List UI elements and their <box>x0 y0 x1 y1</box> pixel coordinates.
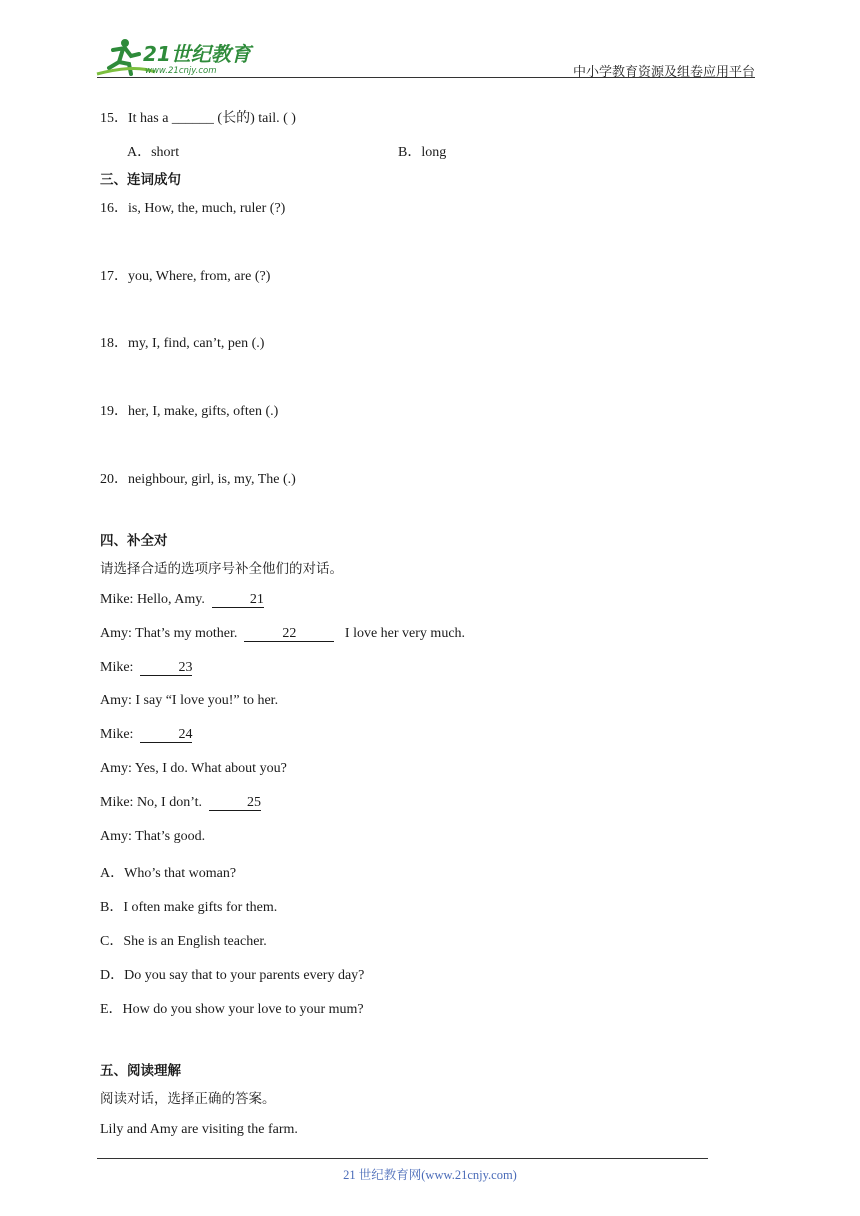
dialogue-text: Mike: <box>100 660 134 675</box>
section-4-title: 四、补全对 <box>100 533 168 549</box>
dialogue-line-6: Amy: Yes, I do. What about you? <box>100 761 287 776</box>
dialogue-line-4: Amy: I say “I love you!” to her. <box>100 693 279 708</box>
answer-option-d: D．Do you say that to your parents every day? <box>100 968 365 983</box>
answer-option-e: E．How do you show your love to your mum? <box>100 1002 364 1017</box>
dialogue-line-3 <box>100 660 192 676</box>
blank-25: 25 <box>209 796 261 811</box>
answer-option-a: A．Who’s that woman? <box>100 866 237 881</box>
blank-21: 21 <box>212 593 264 608</box>
footer-divider <box>97 1158 708 1159</box>
question-17: 17．you, Where, from, are (?) <box>100 269 271 284</box>
section-5-instruction: 阅读对话，选择正确的答案。 <box>100 1091 276 1107</box>
dialogue-line-8: Amy: That’s good. <box>100 829 206 844</box>
svg-text:21世纪教育: 21世纪教育 <box>143 42 251 66</box>
section-4-instruction: 请选择合适的选项序号补全他们的对话。 <box>100 561 343 577</box>
dialogue-line-2 <box>100 626 465 642</box>
dialogue-text: Mike: No, I don’t. <box>100 795 203 810</box>
blank-24: 24 <box>140 728 192 743</box>
header-divider <box>97 77 755 78</box>
answer-option-c: C．She is an English teacher. <box>100 934 267 949</box>
dialogue-line-5 <box>100 727 192 743</box>
site-logo <box>95 34 255 78</box>
blank-22: 22 <box>244 627 334 642</box>
question-19: 19．her, I, make, gifts, often (.) <box>100 404 279 419</box>
dialogue-text: Amy: That’s my mother. <box>100 626 238 641</box>
option-a: A．short <box>127 145 180 160</box>
dialogue-text: I love her very much. <box>344 626 466 641</box>
question-20: 20．neighbour, girl, is, my, The (.) <box>100 472 296 487</box>
blank-23: 23 <box>140 661 192 676</box>
question-15: 15．It has a ______ (长的) tail. ( ) <box>100 111 296 126</box>
footer-link[interactable]: 21 世纪教育网(www.21cnjy.com) <box>343 1168 517 1182</box>
question-16: 16．is, How, the, much, ruler (?) <box>100 201 286 216</box>
svg-text:www.21cnjy.com: www.21cnjy.com <box>145 66 217 76</box>
question-18: 18．my, I, find, can’t, pen (.) <box>100 336 265 351</box>
section-3-title: 三、连词成句 <box>100 172 181 188</box>
dialogue-line-1 <box>100 592 264 608</box>
dialogue-line-7 <box>100 795 261 811</box>
header-tagline: 中小学教育资源及组卷应用平台 <box>572 65 755 80</box>
reading-intro: Lily and Amy are visiting the farm. <box>100 1122 298 1137</box>
dialogue-text: Mike: <box>100 727 134 742</box>
section-5-title: 五、阅读理解 <box>100 1063 181 1079</box>
dialogue-text: Mike: Hello, Amy. <box>100 592 205 607</box>
option-b: B．long <box>398 145 447 160</box>
answer-option-b: B．I often make gifts for them. <box>100 900 278 915</box>
runner-logo-icon <box>95 34 255 78</box>
